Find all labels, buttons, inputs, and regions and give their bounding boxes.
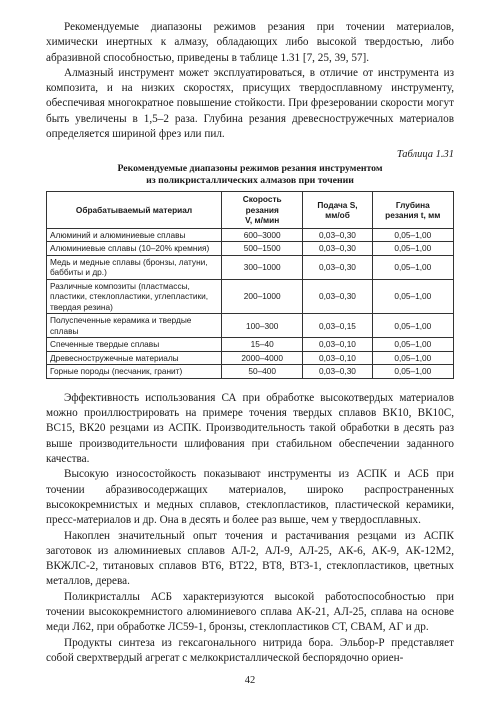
top-text (46, 20, 454, 142)
header-material: Обрабатываемый материал (47, 192, 222, 229)
cell-feed: 0,03–0,30 (303, 228, 372, 242)
table-title-line: Рекомендуемые диапазоны режимов резания инструментом (117, 163, 383, 175)
table-row (47, 338, 454, 352)
cell-speed: 15–40 (222, 338, 303, 352)
table-row (47, 365, 454, 379)
cell-feed: 0,03–0,30 (303, 242, 372, 256)
header-feed (303, 192, 372, 229)
table-row (47, 314, 454, 338)
cell-feed: 0,03–0,30 (303, 255, 372, 279)
paragraph: Высокую износостойкость показывают инструменты из АСПК и АСБ при точении абразивосодержащих материалов, широко распространенных высококремнистых и медных сплавов, стеклопластиков, пластической керамики, пресс-материалов и др. Она в десять и более раз выше, чем у твердосплавных. (46, 468, 454, 527)
paragraph: Поликристаллы АСБ характеризуются высокой работоспособностью при точении высококремнистого алюминиевого сплава АК-21, АЛ-25, сплава на основе меди Л62, при обработке ЛС59-1, бронзы, стеклопластиков СТ, СВАМ, АГ и др. (46, 590, 454, 634)
cell-depth: 0,05–1,00 (372, 365, 453, 379)
cell-speed: 200–1000 (222, 279, 303, 314)
cell-feed: 0,03–0,10 (303, 351, 372, 365)
cell-feed: 0,03–0,30 (303, 279, 372, 314)
cell-material: Медь и медные сплавы (бронзы, латуни, баббиты и др.) (47, 255, 222, 279)
header-speed (222, 192, 303, 229)
table-title (46, 163, 454, 187)
paragraph: Алмазный инструмент может эксплуатироваться, в отличие от инструмента из композита, и на низких скоростях, присущих твердосплавному инструменту, обеспечивая многократное повышение стойкости. При фрезеровании скорости могут быть увеличены в 1,5–2 раза. Глубина резания древесностружечных материалов определяется шириной фрез или пил. (46, 66, 454, 141)
table-header-row (47, 192, 454, 229)
cell-depth: 0,05–1,00 (372, 242, 453, 256)
header-depth (372, 192, 453, 229)
header-feed-unit: мм/об (325, 210, 350, 221)
table-row (47, 242, 454, 256)
cell-feed: 0,03–0,30 (303, 365, 372, 379)
cell-speed: 50–400 (222, 365, 303, 379)
table-row (47, 228, 454, 242)
cell-material: Алюминиевые сплавы (10–20% кремния) (47, 242, 222, 256)
cell-feed: 0,03–0,10 (303, 338, 372, 352)
table-row (47, 255, 454, 279)
cell-speed: 600–3000 (222, 228, 303, 242)
cell-speed: 500–1500 (222, 242, 303, 256)
cell-feed: 0,03–0,15 (303, 314, 372, 338)
cell-depth: 0,05–1,00 (372, 279, 453, 314)
page-number: 42 (244, 675, 256, 686)
header-feed-line: Подача S, (317, 199, 358, 210)
cutting-modes-table (46, 191, 454, 379)
table-row (47, 351, 454, 365)
cell-material: Полуспеченные керамика и твердые сплавы (47, 314, 222, 338)
cell-speed: 2000–4000 (222, 351, 303, 365)
paragraph: Эффективность использования СА при обработке высокотвердых материалов можно проиллюстрировать на примере точения твердых сплавов ВК10, ВК10С, ВС15, ВК20 резцами из АСПК. Производительность такой обработки в десять раз выше производительности шлифования при стабильном обеспечении заданного качества. (46, 391, 454, 466)
paragraph: Рекомендуемые диапазоны режимов резания при точении материалов, химически инертных к алмазу, обладающих либо высокой твердостью, либо абразивной способностью, приведены в таблице 1.31 [7, 25, 39, 57]. (46, 21, 454, 64)
cell-depth: 0,05–1,00 (372, 228, 453, 242)
cell-material: Древесностружечные материалы (47, 351, 222, 365)
cell-material: Алюминий и алюминиевые сплавы (47, 228, 222, 242)
header-speed-line: Скорость резания (242, 194, 282, 215)
bottom-text (46, 391, 454, 666)
cell-material: Горные породы (песчаник, гранит) (47, 365, 222, 379)
cell-depth: 0,05–1,00 (372, 351, 453, 365)
cell-depth: 0,05–1,00 (372, 338, 453, 352)
cell-speed: 300–1000 (222, 255, 303, 279)
paragraph: Накоплен значительный опыт точения и растачивания резцами из АСПК заготовок из алюминиевых сплавов АЛ-2, АЛ-9, АЛ-25, АК-6, АК-9, АК-12М2, ВКЖЛС-2, титановых сплавов ВТ6, ВТ22, ВТ8, ВТ3-1, стеклопластиков, цветных металлов, дерева. (46, 529, 454, 588)
header-depth-line: Глубина (395, 199, 430, 210)
cell-depth: 0,05–1,00 (372, 255, 453, 279)
cell-depth: 0,05–1,00 (372, 314, 453, 338)
cell-speed: 100–300 (222, 314, 303, 338)
paragraph: Продукты синтеза из гексагонального нитрида бора. Эльбор-Р представляет собой сверхтвердый агрегат с мелкокристаллической беспорядочно ориен- (46, 636, 454, 664)
table-title-line: из поликристаллических алмазов при точении (146, 175, 354, 187)
table-number: Таблица 1.31 (396, 149, 454, 161)
header-depth-unit: резания t, мм (385, 210, 441, 221)
table-row (47, 279, 454, 314)
cell-material: Различные композиты (пластмассы, пластики, стеклопластики, углепластики, твердая резина) (47, 279, 222, 314)
cell-material: Спеченные твердые сплавы (47, 338, 222, 352)
header-speed-unit: V, м/мин (245, 215, 280, 226)
